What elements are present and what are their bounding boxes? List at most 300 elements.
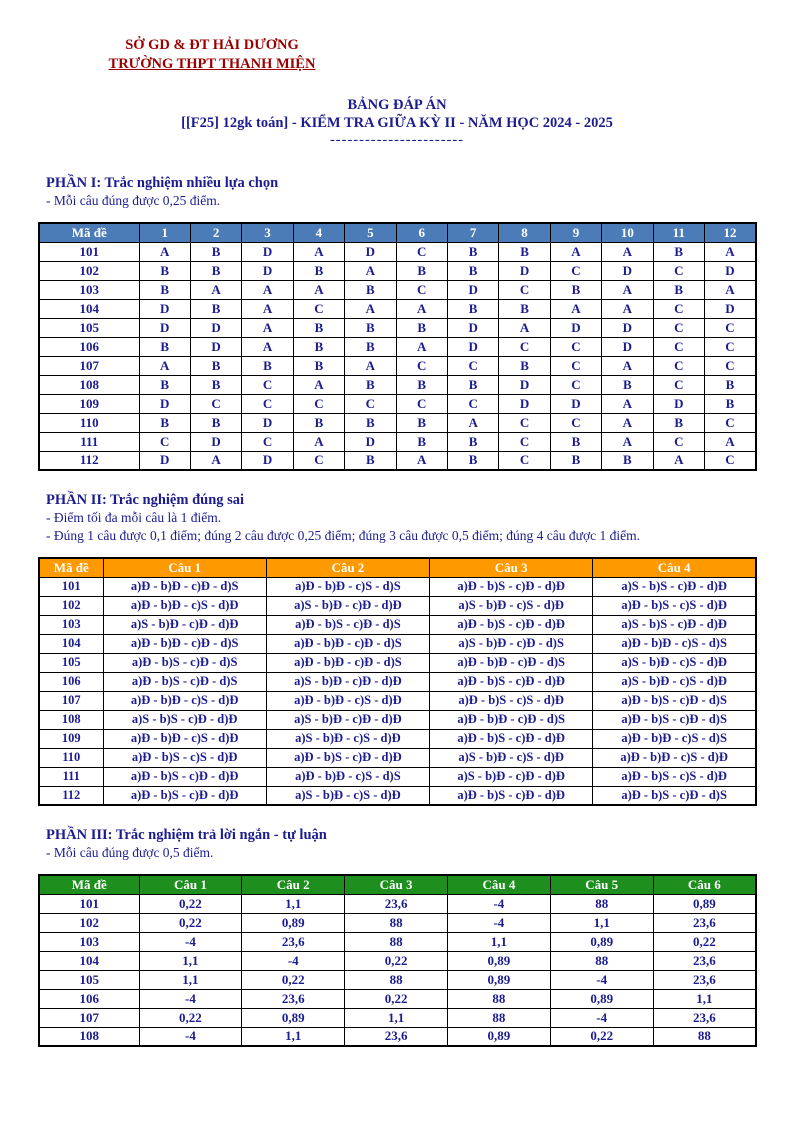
part1-note: - Mỗi câu đúng được 0,25 điểm. [46, 193, 221, 208]
answer-cell: D [345, 432, 396, 451]
table-row [39, 451, 756, 470]
table-row [39, 299, 756, 318]
answer-cell: D [653, 394, 704, 413]
answer-cell: -4 [550, 970, 653, 989]
column-header: Câu 4 [593, 558, 756, 577]
answer-cell: a)Đ - b)Đ - c)Đ - d)S [430, 653, 593, 672]
answer-cell: A [190, 451, 241, 470]
answer-cell: C [499, 413, 550, 432]
answer-cell: C [242, 375, 293, 394]
answer-cell: 23,6 [653, 1008, 756, 1027]
answer-cell: C [396, 394, 447, 413]
table-row [39, 748, 756, 767]
answer-cell: 0,89 [447, 951, 550, 970]
answer-cell: a)S - b)Đ - c)Đ - d)Đ [430, 767, 593, 786]
answer-cell: a)Đ - b)S - c)Đ - d)Đ [430, 672, 593, 691]
answer-cell: 0,22 [653, 932, 756, 951]
table-row [39, 337, 756, 356]
exam-code-cell: 108 [39, 375, 139, 394]
answer-cell: a)Đ - b)S - c)Đ - d)S [593, 691, 756, 710]
answer-cell: 0,89 [653, 894, 756, 913]
exam-code-cell: 106 [39, 337, 139, 356]
answer-cell: A [602, 413, 653, 432]
answer-cell: a)S - b)S - c)Đ - d)Đ [593, 577, 756, 596]
answer-cell: B [396, 413, 447, 432]
answer-cell: B [499, 299, 550, 318]
answer-cell: B [293, 337, 344, 356]
answer-cell: B [139, 375, 190, 394]
answer-cell: a)S - b)S - c)Đ - d)Đ [593, 615, 756, 634]
answer-cell: C [139, 432, 190, 451]
answer-cell: C [704, 318, 756, 337]
answer-cell: a)Đ - b)Đ - c)S - d)S [593, 634, 756, 653]
answer-cell: 0,89 [550, 932, 653, 951]
answer-cell: a)Đ - b)S - c)Đ - d)S [103, 653, 266, 672]
exam-code-cell: 104 [39, 634, 103, 653]
table-row [39, 767, 756, 786]
answer-cell: 1,1 [447, 932, 550, 951]
answer-cell: B [293, 318, 344, 337]
table-row [39, 970, 756, 989]
answer-cell: a)Đ - b)S - c)Đ - d)S [266, 615, 429, 634]
answer-cell: A [602, 242, 653, 261]
answer-cell: B [190, 356, 241, 375]
exam-code-cell: 110 [39, 748, 103, 767]
table-row [39, 634, 756, 653]
answer-cell: B [396, 318, 447, 337]
answer-cell: a)Đ - b)S - c)S - d)Đ [593, 596, 756, 615]
document-title: BẢNG ĐÁP ÁN [347, 97, 447, 113]
answer-cell: B [345, 413, 396, 432]
exam-code-cell: 102 [39, 596, 103, 615]
answer-cell: A [396, 337, 447, 356]
column-header: Mã đề [39, 875, 139, 894]
department-name: SỞ GD & ĐT HẢI DƯƠNG [125, 37, 299, 53]
answer-cell: a)Đ - b)S - c)Đ - d)Đ [103, 786, 266, 805]
column-header: Câu 2 [242, 875, 345, 894]
answer-cell: a)Đ - b)S - c)Đ - d)S [103, 672, 266, 691]
exam-code-cell: 106 [39, 672, 103, 691]
table-row [39, 653, 756, 672]
answer-cell: a)Đ - b)S - c)S - d)Đ [103, 748, 266, 767]
answer-cell: B [190, 299, 241, 318]
answer-cell: C [499, 432, 550, 451]
answer-cell: D [550, 394, 601, 413]
answer-cell: B [345, 318, 396, 337]
answer-cell: D [190, 432, 241, 451]
answer-cell: C [242, 394, 293, 413]
answer-cell: B [293, 261, 344, 280]
table-row [39, 577, 756, 596]
answer-cell: D [242, 242, 293, 261]
answer-cell: C [653, 375, 704, 394]
table-row [39, 615, 756, 634]
answer-cell: A [396, 451, 447, 470]
table-row [39, 1008, 756, 1027]
answer-cell: 0,22 [242, 970, 345, 989]
column-header: Câu 3 [345, 875, 448, 894]
answer-cell: B [396, 261, 447, 280]
column-header: 5 [345, 223, 396, 242]
answer-cell: 88 [550, 894, 653, 913]
answer-cell: a)S - b)Đ - c)Đ - d)Đ [266, 596, 429, 615]
column-header: 4 [293, 223, 344, 242]
answer-cell: a)S - b)Đ - c)S - d)Đ [266, 729, 429, 748]
table-row [39, 710, 756, 729]
answer-cell: -4 [447, 894, 550, 913]
answer-cell: B [345, 280, 396, 299]
answer-cell: a)Đ - b)Đ - c)S - d)S [266, 767, 429, 786]
answer-cell: D [447, 318, 498, 337]
exam-code-cell: 102 [39, 261, 139, 280]
answer-cell: 23,6 [653, 970, 756, 989]
column-header: 10 [602, 223, 653, 242]
answer-cell: B [447, 261, 498, 280]
answer-cell: B [293, 413, 344, 432]
answer-cell: A [602, 394, 653, 413]
column-header: 2 [190, 223, 241, 242]
school-name: TRƯỜNG THPT THANH MIỆN [108, 56, 316, 72]
exam-code-cell: 105 [39, 653, 103, 672]
answer-cell: A [345, 261, 396, 280]
answer-cell: D [139, 394, 190, 413]
answer-cell: A [190, 280, 241, 299]
answer-cell: B [139, 280, 190, 299]
answer-cell: D [499, 375, 550, 394]
answer-cell: D [704, 261, 756, 280]
answer-cell: C [447, 394, 498, 413]
exam-code-cell: 112 [39, 786, 103, 805]
table-row [39, 672, 756, 691]
answer-cell: 1,1 [242, 1027, 345, 1046]
answer-cell: D [499, 394, 550, 413]
answer-cell: C [653, 318, 704, 337]
answer-cell: C [293, 299, 344, 318]
column-header: 12 [704, 223, 756, 242]
table-row [39, 913, 756, 932]
answer-cell: B [139, 337, 190, 356]
answer-cell: A [602, 299, 653, 318]
answer-cell: 88 [447, 1008, 550, 1027]
answer-cell: C [293, 394, 344, 413]
answer-cell: D [499, 261, 550, 280]
answer-cell: A [704, 242, 756, 261]
exam-code-cell: 111 [39, 432, 139, 451]
answer-cell: B [396, 375, 447, 394]
exam-code-cell: 107 [39, 356, 139, 375]
answer-cell: C [396, 242, 447, 261]
exam-code-cell: 104 [39, 951, 139, 970]
exam-code-cell: 107 [39, 691, 103, 710]
answer-cell: C [550, 375, 601, 394]
answer-cell: D [447, 280, 498, 299]
true-false-answer-table [38, 557, 757, 806]
part2-note-1: - Điểm tối đa mỗi câu là 1 điểm. [46, 510, 222, 525]
answer-cell: -4 [139, 989, 242, 1008]
answer-cell: D [242, 413, 293, 432]
answer-cell: 23,6 [653, 913, 756, 932]
answer-cell: 88 [345, 970, 448, 989]
document-subtitle: [[F25] 12gk toán] - KIỂM TRA GIỮA KỲ II - NĂM HỌC 2024 - 2025 [181, 115, 613, 131]
answer-cell: 0,22 [345, 951, 448, 970]
answer-cell: A [447, 413, 498, 432]
answer-cell: 23,6 [242, 989, 345, 1008]
answer-cell: a)S - b)Đ - c)S - d)Đ [593, 653, 756, 672]
answer-cell: a)Đ - b)Đ - c)Đ - d)S [103, 577, 266, 596]
answer-cell: D [550, 318, 601, 337]
answer-cell: A [396, 299, 447, 318]
answer-cell: C [550, 337, 601, 356]
exam-code-cell: 107 [39, 1008, 139, 1027]
answer-cell: B [396, 432, 447, 451]
answer-cell: a)S - b)Đ - c)Đ - d)S [430, 634, 593, 653]
answer-cell: a)S - b)Đ - c)Đ - d)Đ [266, 672, 429, 691]
answer-cell: C [550, 413, 601, 432]
answer-cell: C [704, 356, 756, 375]
column-header: Mã đề [39, 223, 139, 242]
exam-code-cell: 111 [39, 767, 103, 786]
answer-cell: -4 [242, 951, 345, 970]
table-row [39, 356, 756, 375]
answer-cell: D [602, 337, 653, 356]
column-header: 7 [447, 223, 498, 242]
column-header: 8 [499, 223, 550, 242]
exam-code-cell: 109 [39, 729, 103, 748]
answer-cell: B [345, 451, 396, 470]
table-row [39, 786, 756, 805]
answer-cell: C [653, 432, 704, 451]
title-block [0, 96, 794, 148]
exam-code-cell: 101 [39, 577, 103, 596]
answer-cell: A [704, 432, 756, 451]
answer-cell: a)Đ - b)Đ - c)S - d)S [266, 577, 429, 596]
exam-code-cell: 105 [39, 318, 139, 337]
answer-cell: A [704, 280, 756, 299]
answer-cell: D [190, 337, 241, 356]
table-row [39, 894, 756, 913]
answer-cell: B [190, 413, 241, 432]
answer-cell: A [602, 356, 653, 375]
answer-cell: a)Đ - b)Đ - c)S - d)S [593, 729, 756, 748]
answer-cell: 23,6 [345, 1027, 448, 1046]
answer-cell: C [396, 280, 447, 299]
part1-heading: PHẦN I: Trắc nghiệm nhiều lựa chọn [46, 175, 279, 191]
answer-cell: 0,89 [242, 1008, 345, 1027]
table-row [39, 280, 756, 299]
exam-code-cell: 103 [39, 932, 139, 951]
answer-cell: C [653, 337, 704, 356]
answer-cell: B [550, 280, 601, 299]
answer-cell: a)Đ - b)Đ - c)Đ - d)S [266, 634, 429, 653]
answer-cell: a)Đ - b)S - c)Đ - d)S [593, 710, 756, 729]
answer-cell: 1,1 [242, 894, 345, 913]
answer-cell: B [190, 375, 241, 394]
answer-cell: B [550, 432, 601, 451]
answer-cell: C [242, 432, 293, 451]
answer-cell: 0,22 [550, 1027, 653, 1046]
exam-code-cell: 103 [39, 280, 139, 299]
column-header: 1 [139, 223, 190, 242]
answer-cell: a)Đ - b)S - c)Đ - d)Đ [103, 767, 266, 786]
answer-cell: 1,1 [139, 951, 242, 970]
answer-cell: 1,1 [345, 1008, 448, 1027]
answer-cell: a)S - b)Đ - c)S - d)Đ [593, 672, 756, 691]
answer-cell: C [293, 451, 344, 470]
answer-cell: A [293, 280, 344, 299]
letterhead [62, 36, 362, 74]
answer-cell: a)Đ - b)S - c)Đ - d)Đ [430, 615, 593, 634]
answer-cell: D [139, 318, 190, 337]
answer-cell: B [653, 242, 704, 261]
answer-cell: D [447, 337, 498, 356]
exam-code-cell: 109 [39, 394, 139, 413]
table-row [39, 1027, 756, 1046]
column-header: Câu 4 [447, 875, 550, 894]
answer-cell: C [704, 413, 756, 432]
answer-cell: B [242, 356, 293, 375]
answer-cell: 1,1 [550, 913, 653, 932]
table-row [39, 413, 756, 432]
answer-cell: 88 [653, 1027, 756, 1046]
answer-cell: D [704, 299, 756, 318]
exam-code-cell: 103 [39, 615, 103, 634]
answer-cell: 23,6 [242, 932, 345, 951]
table-row [39, 318, 756, 337]
answer-cell: 0,22 [345, 989, 448, 1008]
table-row [39, 729, 756, 748]
answer-cell: a)Đ - b)S - c)S - d)Đ [593, 767, 756, 786]
answer-cell: A [139, 356, 190, 375]
answer-cell: a)Đ - b)Đ - c)S - d)Đ [103, 596, 266, 615]
answer-cell: C [704, 337, 756, 356]
answer-cell: 88 [345, 932, 448, 951]
answer-cell: D [139, 299, 190, 318]
table-row [39, 932, 756, 951]
answer-cell: 0,22 [139, 894, 242, 913]
answer-cell: 23,6 [653, 951, 756, 970]
answer-cell: C [499, 280, 550, 299]
part2-note-2: - Đúng 1 câu được 0,1 điểm; đúng 2 câu được 0,25 điểm; đúng 3 câu được 0,5 điểm; đúng 4 câu được 1 điểm. [46, 528, 640, 543]
answer-cell: C [499, 337, 550, 356]
answer-cell: D [139, 451, 190, 470]
answer-cell: 0,89 [550, 989, 653, 1008]
exam-code-cell: 101 [39, 894, 139, 913]
answer-cell: B [190, 261, 241, 280]
table-row [39, 375, 756, 394]
answer-cell: A [499, 318, 550, 337]
answer-cell: a)Đ - b)S - c)Đ - d)Đ [430, 577, 593, 596]
answer-cell: B [499, 242, 550, 261]
column-header: 3 [242, 223, 293, 242]
part2-section [46, 491, 754, 545]
answer-cell: C [653, 261, 704, 280]
answer-cell: a)Đ - b)S - c)Đ - d)Đ [430, 729, 593, 748]
exam-code-cell: 108 [39, 710, 103, 729]
answer-cell: a)Đ - b)Đ - c)Đ - d)S [266, 653, 429, 672]
answer-cell: B [190, 242, 241, 261]
exam-code-cell: 104 [39, 299, 139, 318]
answer-cell: C [396, 356, 447, 375]
answer-cell: C [550, 356, 601, 375]
answer-cell: B [704, 394, 756, 413]
answer-cell: a)Đ - b)S - c)Đ - d)Đ [430, 786, 593, 805]
divider-dashes: ----------------------- [329, 132, 465, 148]
answer-cell: a)Đ - b)Đ - c)S - d)Đ [103, 729, 266, 748]
answer-cell: 88 [345, 913, 448, 932]
answer-cell: -4 [447, 913, 550, 932]
answer-cell: B [345, 337, 396, 356]
column-header: Câu 1 [103, 558, 266, 577]
column-header: 9 [550, 223, 601, 242]
answer-cell: a)S - b)Đ - c)Đ - d)Đ [103, 615, 266, 634]
answer-cell: 88 [550, 951, 653, 970]
answer-cell: A [345, 299, 396, 318]
answer-cell: C [550, 261, 601, 280]
table-row [39, 261, 756, 280]
part3-section [46, 826, 754, 862]
answer-cell: a)Đ - b)Đ - c)Đ - d)S [103, 634, 266, 653]
column-header: Câu 5 [550, 875, 653, 894]
answer-cell: B [447, 375, 498, 394]
answer-cell: B [602, 451, 653, 470]
answer-cell: B [704, 375, 756, 394]
answer-cell: B [139, 413, 190, 432]
answer-cell: 1,1 [653, 989, 756, 1008]
answer-cell: D [602, 261, 653, 280]
table-row [39, 242, 756, 261]
answer-cell: B [139, 261, 190, 280]
answer-cell: a)S - b)Đ - c)S - d)Đ [430, 748, 593, 767]
answer-cell: C [653, 299, 704, 318]
answer-cell: A [653, 451, 704, 470]
exam-code-cell: 105 [39, 970, 139, 989]
answer-cell: A [602, 280, 653, 299]
answer-cell: A [550, 299, 601, 318]
answer-cell: D [602, 318, 653, 337]
table-row [39, 691, 756, 710]
column-header: Câu 6 [653, 875, 756, 894]
answer-cell: C [653, 356, 704, 375]
answer-cell: A [242, 318, 293, 337]
answer-cell: B [345, 375, 396, 394]
answer-cell: a)Đ - b)Đ - c)Đ - d)S [430, 710, 593, 729]
answer-cell: D [242, 261, 293, 280]
part1-section [46, 174, 754, 210]
answer-cell: C [447, 356, 498, 375]
exam-code-cell: 101 [39, 242, 139, 261]
answer-cell: a)Đ - b)S - c)Đ - d)Đ [266, 748, 429, 767]
multiple-choice-answer-table [38, 222, 757, 471]
exam-code-cell: 108 [39, 1027, 139, 1046]
answer-cell: D [242, 451, 293, 470]
answer-cell: a)Đ - b)Đ - c)S - d)Đ [593, 748, 756, 767]
answer-cell: -4 [139, 1027, 242, 1046]
answer-cell: B [447, 451, 498, 470]
table-row [39, 989, 756, 1008]
answer-cell: A [345, 356, 396, 375]
answer-cell: B [447, 242, 498, 261]
short-answer-table [38, 874, 757, 1047]
answer-cell: A [293, 432, 344, 451]
answer-cell: a)S - b)S - c)Đ - d)Đ [103, 710, 266, 729]
table-row [39, 596, 756, 615]
answer-cell: A [550, 242, 601, 261]
column-header: Mã đề [39, 558, 103, 577]
answer-cell: B [602, 375, 653, 394]
answer-cell: C [499, 451, 550, 470]
exam-code-cell: 112 [39, 451, 139, 470]
answer-cell: 1,1 [139, 970, 242, 989]
